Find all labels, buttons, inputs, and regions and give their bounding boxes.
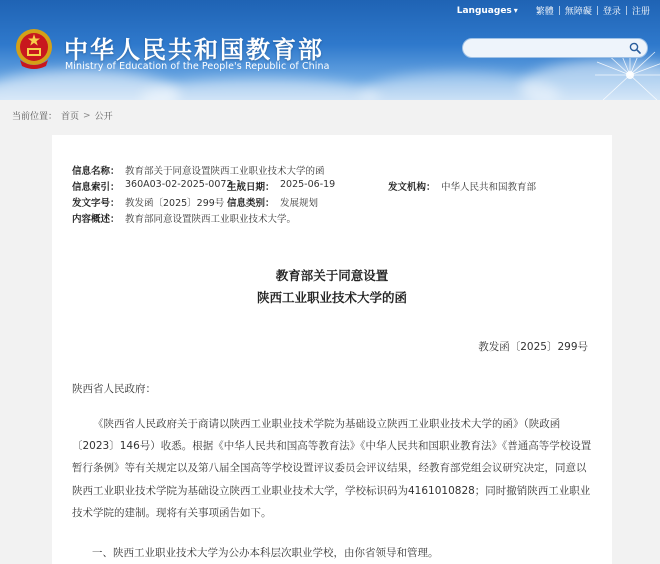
meta-row-name (72, 163, 592, 179)
meta-label: 发文字号： (72, 198, 120, 209)
meta-label: 信息索引： (72, 182, 120, 193)
meta-label: 发文机构： (388, 182, 436, 193)
meta-label: 内容概述： (72, 214, 120, 225)
register-link[interactable]: 注册 (631, 7, 650, 17)
accessibility-link[interactable]: 無障礙 (564, 7, 592, 17)
site-header (0, 0, 660, 100)
site-title[interactable]: 中华人民共和国教育部 (64, 35, 324, 64)
divider: | (595, 5, 599, 16)
meta-value: 教育部关于同意设置陕西工业职业技术大学的函 (125, 166, 325, 177)
meta-row-index (72, 179, 592, 195)
cloud-decoration (140, 78, 380, 100)
login-link[interactable]: 登录 (602, 7, 621, 17)
breadcrumb-item-home[interactable]: 首页 (61, 112, 80, 122)
breadcrumb-separator: > (83, 110, 91, 121)
search-box (462, 38, 648, 58)
meta-row-summary (72, 211, 592, 227)
search-input[interactable] (471, 41, 621, 55)
body-paragraph: 《陕西省人民政府关于商请以陕西工业职业技术学院为基础设立陕西工业职业技术大学的函》（陕政函〔2023〕146号）收悉。根据《中华人民共和国高等教育法》《中华人民共和国职业教育法》《普通高等学校设置暂行条例》等有关规定以及第八届全国高等学校设置评议委员会评议结果，经教育部党组会议研究决定，同意以陕西工业职业技术学院为基础设立陕西工业职业技术大学，学校标识码为4161010828；同时撤销陕西工业职业技术学院的建制。现将有关事项函告如下。 (72, 418, 592, 519)
site-subtitle: Ministry of Education of the People's Republic of China (65, 61, 330, 72)
meta-value: 中华人民共和国教育部 (441, 182, 537, 193)
document-title-line-1: 教育部关于同意设置 (275, 268, 389, 283)
search-icon[interactable] (629, 42, 641, 54)
meta-label: 信息名称： (72, 166, 120, 177)
info-meta-table (72, 163, 592, 227)
breadcrumb (12, 109, 113, 122)
divider: | (557, 5, 561, 16)
meta-value: 教发函〔2025〕299号 (125, 198, 225, 209)
document-number: 教发函〔2025〕299号 (478, 341, 588, 353)
breadcrumb-prefix: 当前位置： (12, 112, 58, 122)
meta-value: 教育部同意设置陕西工业职业技术大学。 (125, 214, 297, 225)
document-title-line-2: 陕西工业职业技术大学的函 (256, 290, 407, 305)
meta-value: 2025-06-19 (280, 179, 336, 190)
top-links (457, 4, 650, 17)
national-emblem-icon[interactable] (14, 26, 54, 70)
meta-value: 360A03-02-2025-0072-1 (125, 179, 242, 190)
divider: | (624, 5, 628, 16)
languages-link[interactable]: Languages ▾ (457, 6, 518, 16)
meta-row-docno (72, 195, 592, 211)
addressee: 陕西省人民政府： (72, 383, 156, 395)
traditional-chinese-link[interactable]: 繁體 (535, 7, 554, 17)
breadcrumb-item-public[interactable]: 公开 (94, 112, 113, 122)
body-item-1: 一、陕西工业职业技术大学为公办本科层次职业学校，由你省领导和管理。 (92, 547, 439, 559)
meta-value: 发展规划 (280, 198, 319, 209)
meta-label: 信息类别： (227, 198, 275, 209)
meta-label: 生成日期： (227, 182, 275, 193)
